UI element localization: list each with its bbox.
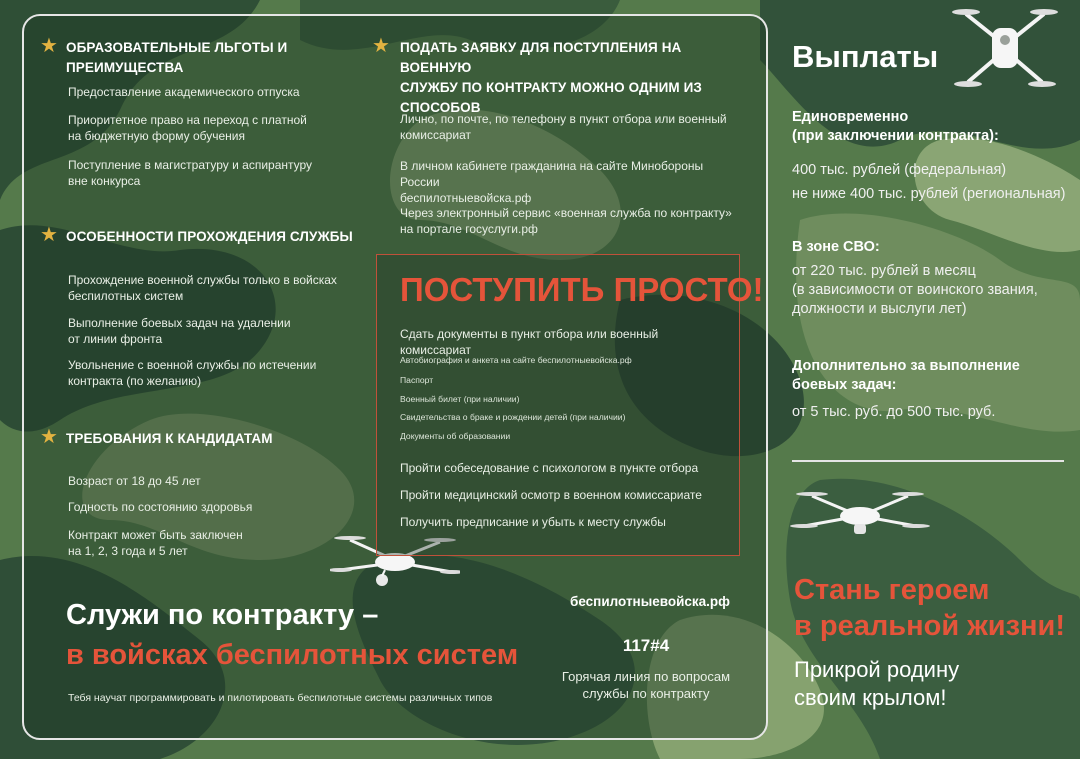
simple-step: Пройти медицинский осмотр в военном комиссариате: [400, 488, 702, 502]
doc-item: Военный билет (при наличии): [400, 394, 520, 404]
doc-item: Свидетельства о браке и рождении детей (при наличии): [400, 412, 626, 422]
service-item: Увольнение с военной службы по истечении контракта (по желанию): [68, 358, 317, 388]
once-label: Единовременно (при заключении контракта):: [792, 109, 999, 144]
divider: [792, 460, 1064, 462]
apply-item: Через электронный сервис «военная служба по контракту» на портале госуслуги.рф: [400, 206, 732, 236]
headline-red: в войсках беспилотных систем: [66, 639, 519, 671]
simple-title: ПОСТУПИТЬ ПРОСТО!: [400, 271, 764, 308]
svo-value: от 220 тыс. рублей в месяц (в зависимости от воинского звания, должности и выслуги лет): [792, 263, 1038, 317]
footnote: Тебя научат программировать и пилотировать беспилотные системы различных типов: [68, 692, 493, 704]
apply-item: Лично, по почте, по телефону в пункт отбора или военный комиссариат: [400, 112, 727, 142]
simple-step: Сдать документы в пункт отбора или военный комиссариат: [400, 327, 659, 357]
service-item: Прохождение военной службы только в войсках беспилотных систем: [68, 273, 337, 303]
apply-item: В личном кабинете гражданина на сайте Минобороны России беспилотныевойска.рф: [400, 159, 704, 205]
benefits-item: Приоритетное право на переход с платной на бюджетную форму обучения: [68, 113, 307, 143]
headline-white: Служи по контракту –: [66, 599, 379, 631]
star-icon: ★: [372, 35, 390, 57]
service-title: ОСОБЕННОСТИ ПРОХОЖДЕНИЯ СЛУЖБЫ: [66, 229, 353, 244]
doc-item: Паспорт: [400, 375, 434, 385]
hero-slogan: Стань героем в реальной жизни!: [794, 574, 1066, 642]
benefits-title: ОБРАЗОВАТЕЛЬНЫЕ ЛЬГОТЫ И ПРЕИМУЩЕСТВА: [66, 40, 288, 75]
doc-item: Автобиография и анкета на сайте беспилотныевойска.рф: [400, 355, 632, 365]
requirements-item: Возраст от 18 до 45 лет: [68, 474, 201, 488]
star-icon: ★: [40, 35, 58, 57]
star-icon: ★: [40, 224, 58, 246]
site-link[interactable]: беспилотныевойска.рф: [570, 594, 730, 609]
drone-icon: [946, 0, 1064, 96]
requirements-title: ТРЕБОВАНИЯ К КАНДИДАТАМ: [66, 431, 273, 446]
extra-value: от 5 тыс. руб. до 500 тыс. руб.: [792, 404, 996, 420]
svo-label: В зоне СВО:: [792, 239, 880, 255]
protect-slogan: Прикрой родину своим крылом!: [794, 657, 960, 710]
requirements-item: Контракт может быть заключен на 1, 2, 3 года и 5 лет: [68, 528, 243, 558]
requirements-item: Годность по состоянию здоровья: [68, 500, 253, 514]
payments-title: Выплаты: [792, 39, 939, 74]
drone-icon: [790, 480, 930, 550]
star-icon: ★: [40, 426, 58, 448]
simple-step: Получить предписание и убыть к месту службы: [400, 515, 666, 529]
benefits-item: Предоставление академического отпуска: [68, 85, 300, 99]
extra-label: Дополнительно за выполнение боевых задач:: [792, 358, 1020, 393]
simple-step: Пройти собеседование с психологом в пункте отбора: [400, 461, 699, 475]
benefits-item: Поступление в магистратуру и аспирантуру вне конкурса: [68, 158, 313, 188]
service-item: Выполнение боевых задач на удалении от линии фронта: [68, 316, 291, 346]
once-value: 400 тыс. рублей (федеральная) не ниже 400 тыс. рублей (региональная): [792, 162, 1066, 202]
hotline-text: Горячая линия по вопросам службы по контракту: [561, 669, 731, 701]
doc-item: Документы об образовании: [400, 431, 511, 441]
apply-title: ПОДАТЬ ЗАЯВКУ ДЛЯ ПОСТУПЛЕНИЯ НА ВОЕННУЮ СЛУЖБУ ПО КОНТРАКТУ МОЖНО ОДНИМ ИЗ СПОСОБОВ: [400, 40, 702, 115]
hotline-number: 117#4: [622, 636, 670, 655]
